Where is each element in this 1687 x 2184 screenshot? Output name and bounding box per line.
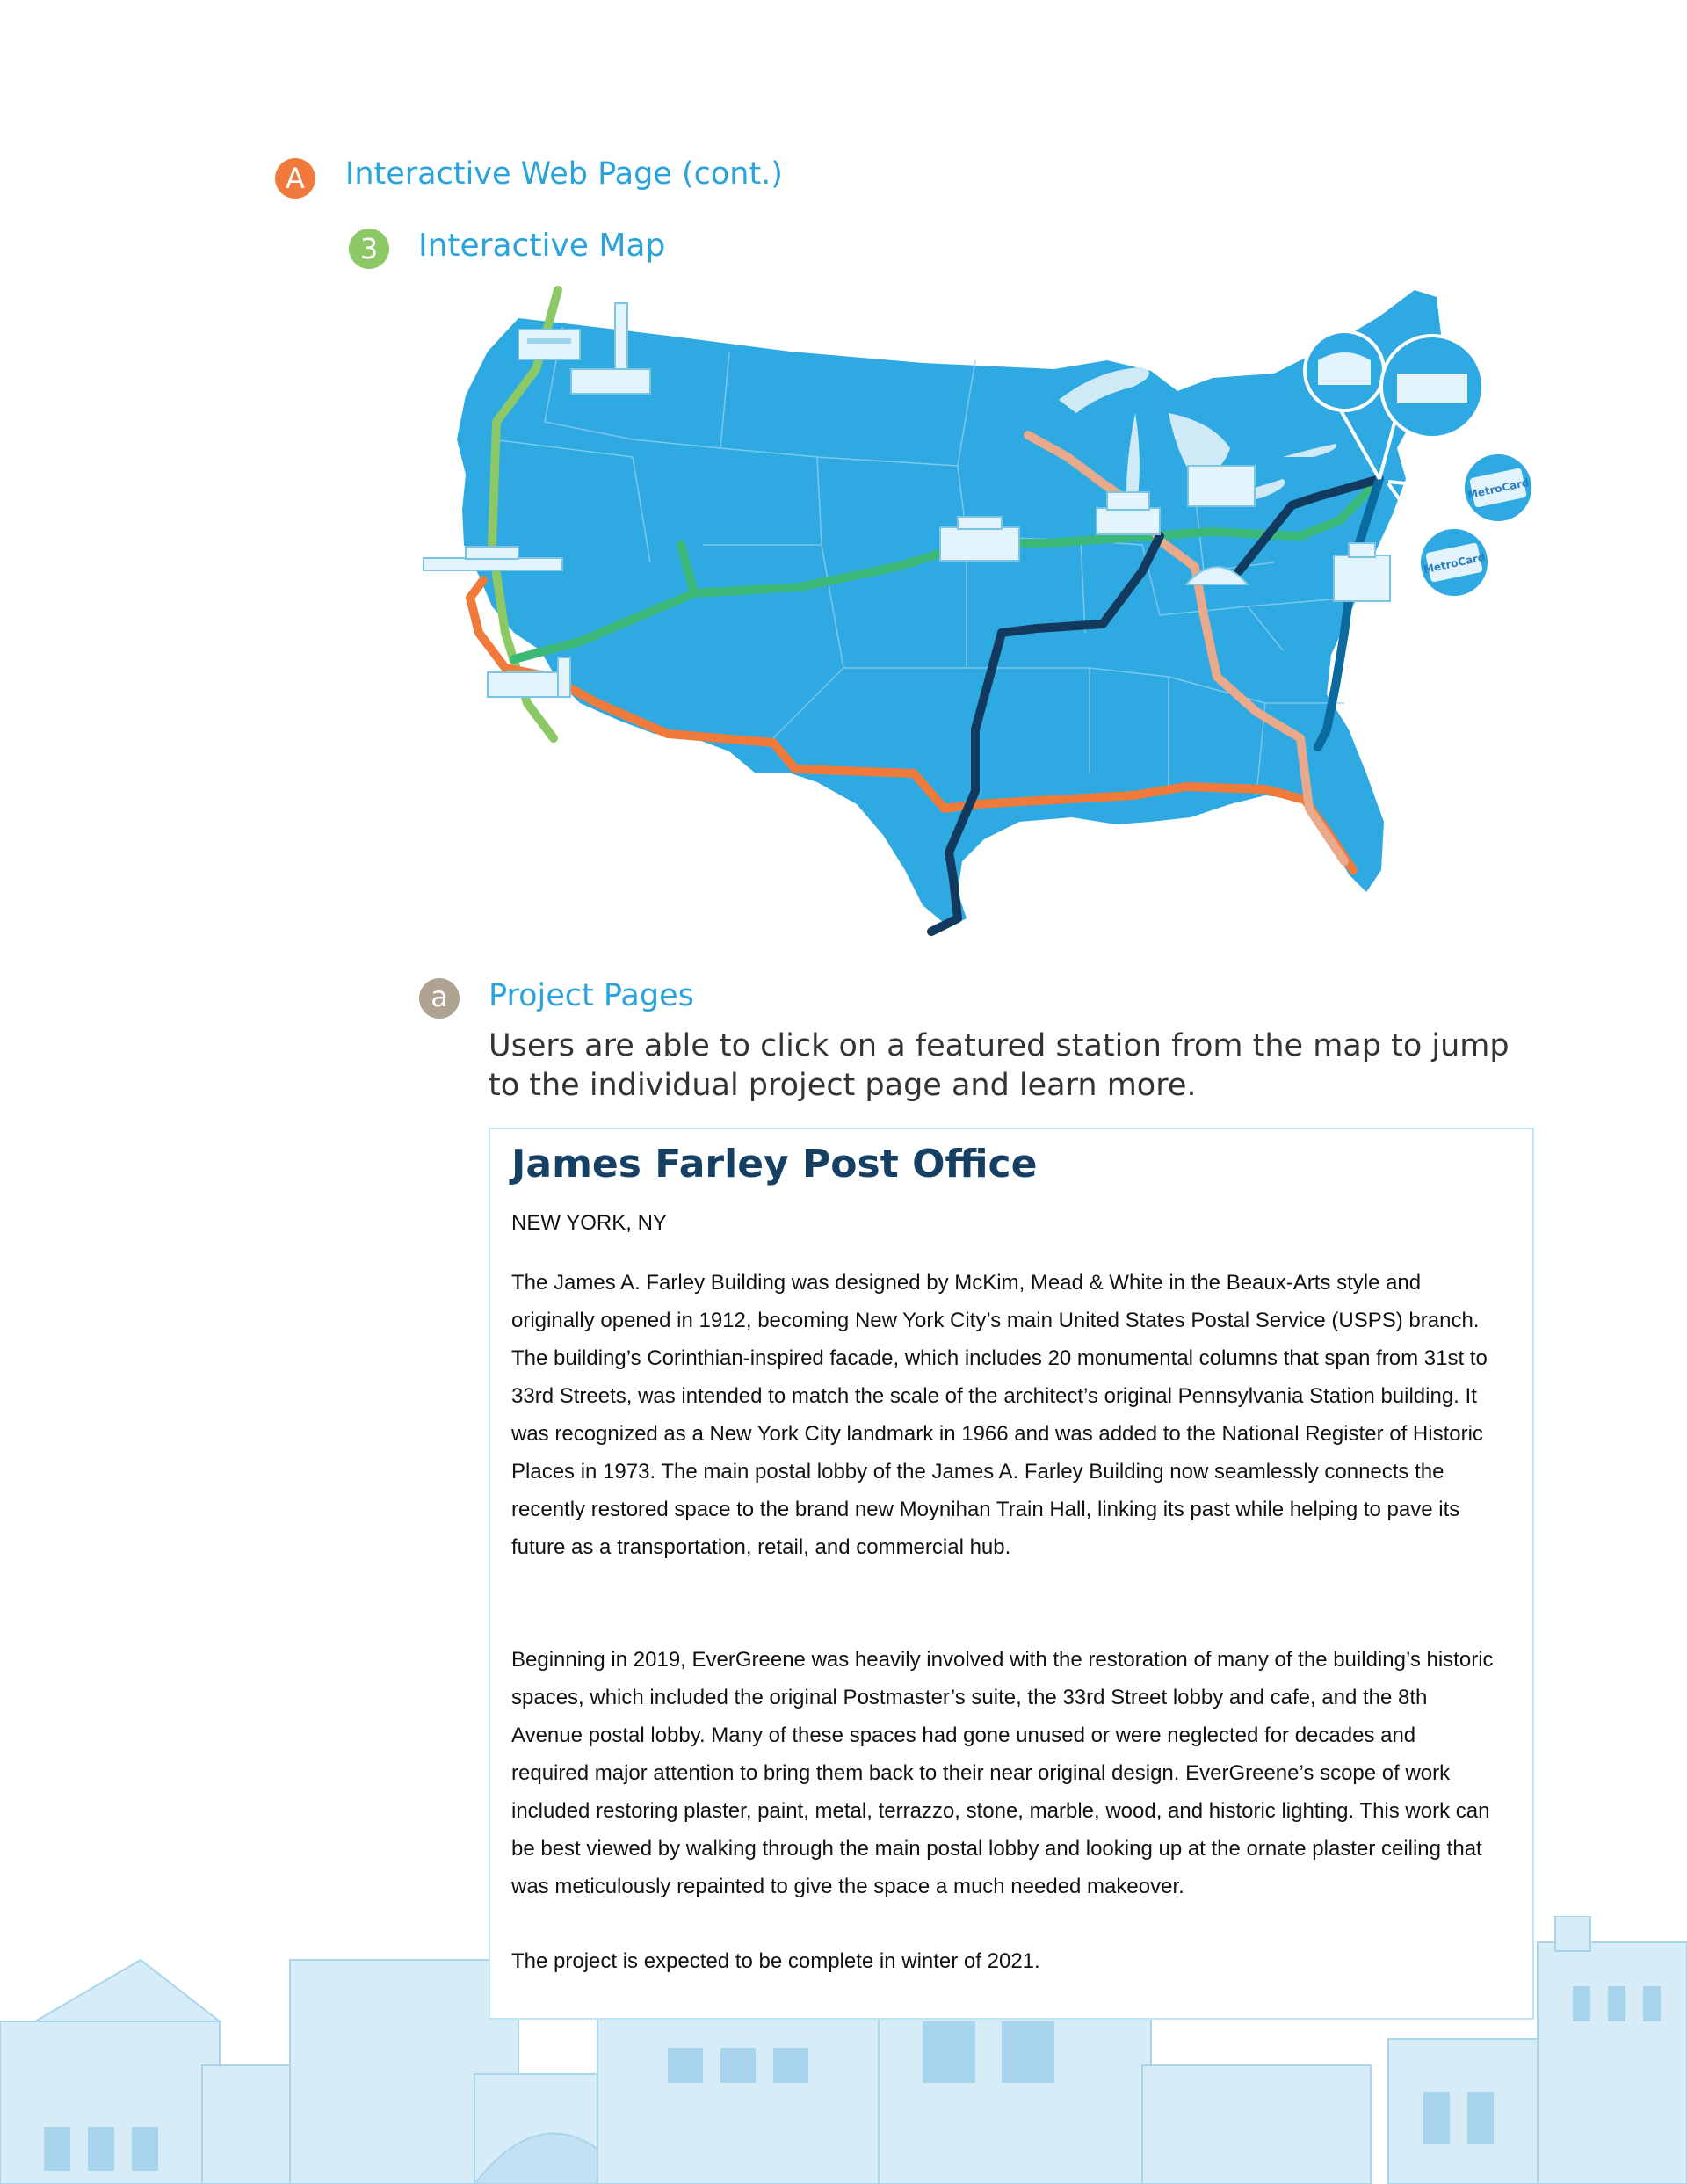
metrocard-marker-1[interactable] [1463,453,1533,523]
subsection-title: Interactive Map [418,228,666,264]
station-marker-detroit[interactable] [1188,466,1255,506]
project-paragraph-2: Beginning in 2019, EverGreene was heavily involved with the restoration of many of the building’s historic spaces, which included the original Postmaster’s suite, the 33rd Street lobby and cafe, and the 8th Avenue postal lobby. Many of these spaces had gone unused or were neglected for decades and required major attention to bring them back to their near original design. EverGreene’s scope of work included restoring plaster, paint, metal, terrazzo, stone, marble, wood, and historic lighting. This work can be best viewed by walking through the main postal lobby and looking up at the ornate plaster ceiling that was meticulously repainted to give the space a much needed makeover. [511,1648,1494,1898]
project-pages-description: Users are able to click on a featured station from the map to jump to the individual project page and learn more. [489,1028,1510,1103]
project-location: NEW YORK, NY [511,1211,667,1235]
section-title: Interactive Web Page (cont.) [345,156,783,192]
station-circle-marker-2[interactable] [1381,336,1483,438]
project-paragraph-3: The project is expected to be complete in winter of 2021. [511,1949,1040,1973]
metrocard-label-2: MetroCard [1422,550,1487,577]
station-circle-marker-1[interactable] [1305,331,1384,410]
interactive-map[interactable] [413,281,1538,949]
metrocard-marker-2[interactable] [1419,527,1489,598]
project-pages-title: Project Pages [489,978,694,1013]
project-paragraph-1: The James A. Farley Building was designed by McKim, Mead & White in the Beaux-Arts style and originally opened in 1912, becoming New York City’s main United States Postal Service (USPS) branch. The building’s Corinthian-inspired facade, which includes 20 monumental columns that span from 31st to 33rd Streets, was intended to match the scale of the architect’s original Pennsylvania Station building. It was recognized as a New York City landmark in 1966 and was added to the National Register of Historic Places in 1973. The main postal lobby of the James A. Farley Building now seamlessly connects the recently restored space to the brand new Moynihan Train Hall, linking its past while helping to pave its future as a transportation, retail, and commercial hub. [511,1271,1488,1559]
subsection-badge: 3 [349,229,389,269]
metrocard-label-1: MetroCard [1466,475,1531,502]
section-badge: A [275,158,315,199]
project-name: James Farley Post Office [511,1142,1038,1186]
project-pages-badge: a [419,978,460,1019]
project-page-card [489,1128,1534,2020]
